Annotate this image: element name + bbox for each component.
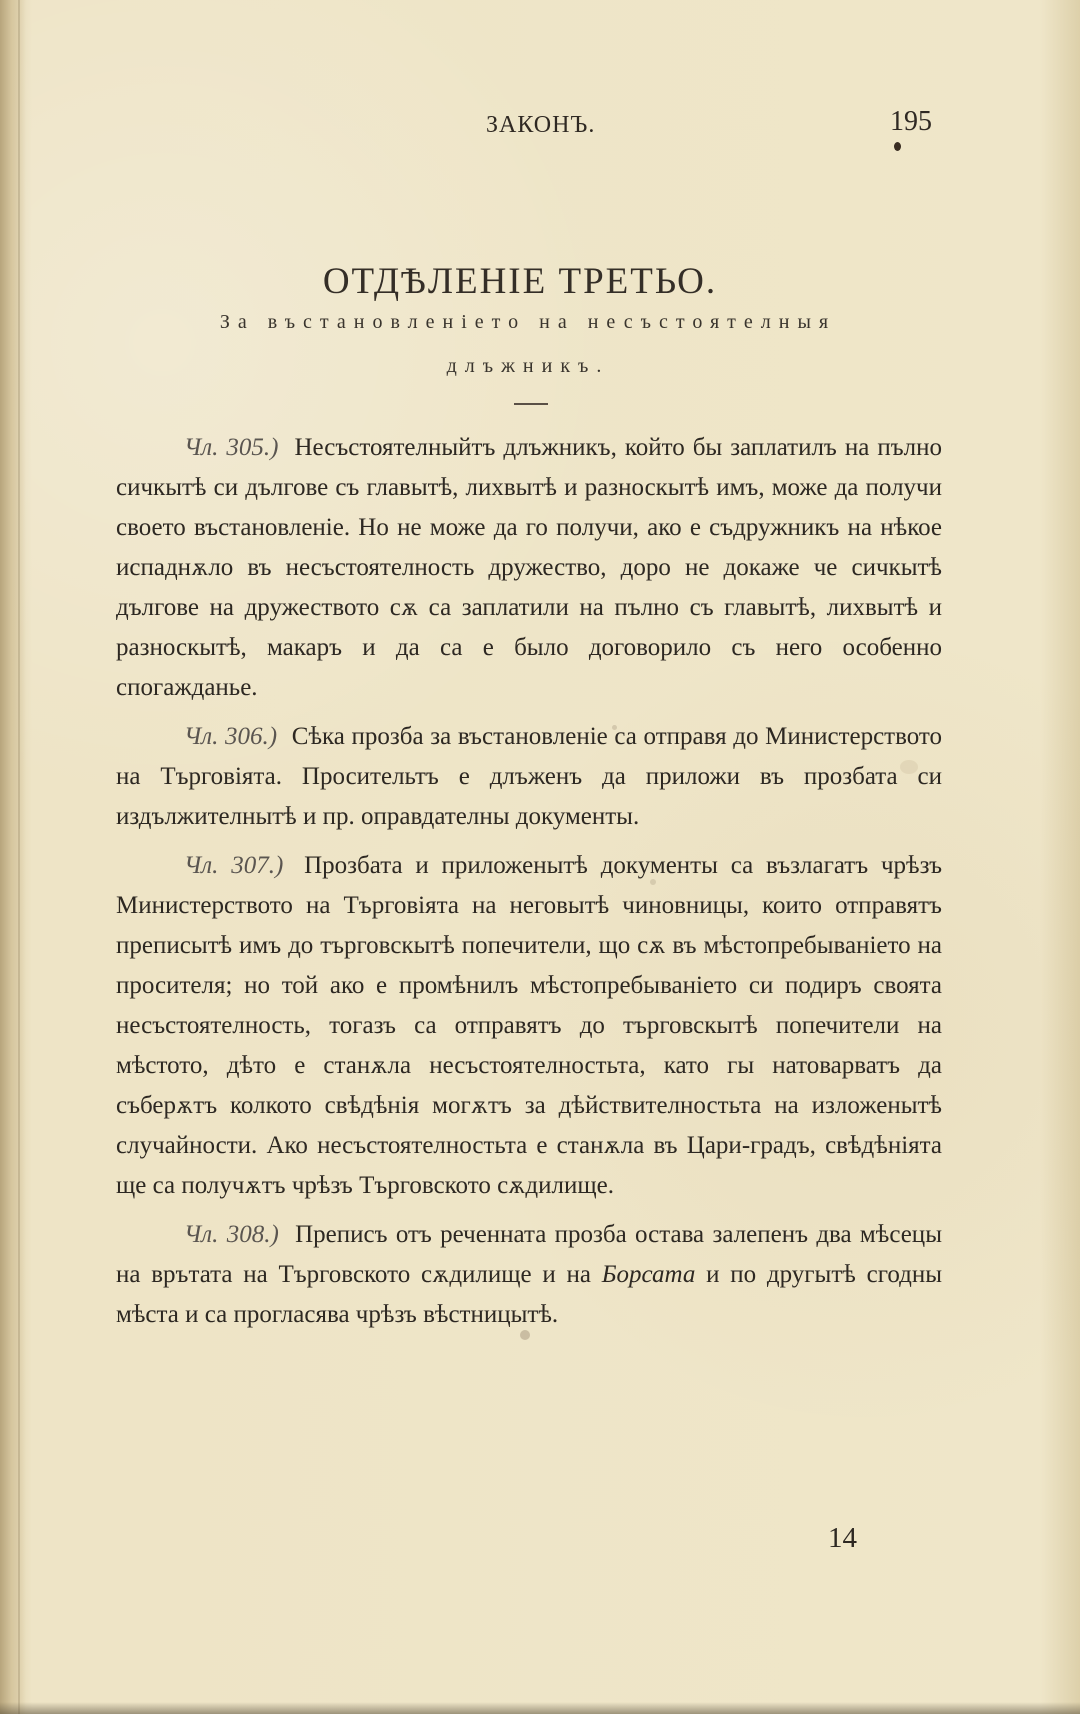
article-text: Прозбата и приложенытѣ документы са възлагатъ чрѣзъ Министерството на Търговіята на неговытѣ чиновницы, които отправятъ преписытѣ имъ до търговскытѣ попечители, що сѫ въ мѣстопребываніето на просителя; но той ако е промѣнилъ мѣстопребываніето си подиръ своята несъстоятелность, тогазъ са отправятъ до търговскытѣ попечители на мѣстото, дѣто е станѫла несъстоятелностьта, като гы натоварватъ да съберѫтъ колкото свѣдѣнія могѫтъ за дѣйствителностьта на изложенытѣ случайности. Ако несъстоятелностьта е станѫла въ Цари-градъ, свѣдѣніята ще са получѫтъ чрѣзъ Търговското сѫдилище. bbox=[116, 852, 943, 1199]
article-text-part-2: и по другытѣ сгодны мѣста и са прогласява чрѣзъ вѣстницытѣ. bbox=[116, 1261, 942, 1328]
printer-signature-mark: 14 bbox=[828, 1522, 857, 1554]
section-subtitle bbox=[118, 300, 938, 388]
article-308 bbox=[116, 1215, 942, 1335]
section-subtitle-line-1: За въстановленіето на несъстоятелныя bbox=[219, 311, 837, 333]
article-306 bbox=[116, 717, 942, 837]
ink-dot bbox=[894, 142, 901, 151]
paper-stain bbox=[612, 725, 617, 730]
page-bottom-shadow bbox=[0, 1702, 1080, 1714]
paper-stain bbox=[900, 760, 918, 774]
paper-stain bbox=[520, 1330, 530, 1340]
article-307 bbox=[116, 846, 942, 1206]
paper-stain bbox=[650, 879, 656, 885]
article-number: Чл. 308.) bbox=[184, 1221, 279, 1248]
page-left-edge bbox=[0, 0, 26, 1714]
italic-word-borsata: Борсата bbox=[601, 1261, 696, 1288]
article-text: Сѣка прозба за въстановленіе са отправя до Министерството на Търговіята. Просительтъ е длъженъ да приложи въ прозбата си издължителнытѣ и пр. оправдателны документы. bbox=[116, 723, 943, 830]
article-text: Несъстоятелныйтъ длъжникъ, който бы заплатилъ на пълно сичкытѣ си дългове съ главытѣ, лихвытѣ и разноскытѣ имъ, може да получи своето въстановленіе. Но не може да го получи, ако е съдружникъ на нѣкое испаднѫло въ несъстоятелность дружество, доро не докаже че сичкытѣ дългове на дружеството сѫ са заплатили на пълно съ главытѣ, лихвытѣ и разноскытѣ, макаръ и да са е было договорило съ него особенно спогажданье. bbox=[116, 434, 942, 701]
article-body bbox=[116, 428, 942, 1335]
section-divider bbox=[514, 403, 548, 405]
article-number: Чл. 306.) bbox=[184, 723, 278, 750]
article-number: Чл. 307.) bbox=[184, 852, 284, 879]
binding-gutter-line bbox=[18, 0, 20, 1714]
section-title: ОТДѢЛЕНІЕ ТРЕТЬО. bbox=[322, 260, 718, 302]
article-305 bbox=[116, 428, 942, 708]
article-text-part-1: Преписъ отъ реченната прозба остава залепенъ два мѣсецы на врътата на Търговското сѫдилище и на bbox=[116, 1221, 942, 1288]
running-title: ЗАКОНЪ. bbox=[486, 112, 596, 138]
page-number: 195 bbox=[890, 106, 932, 137]
section-subtitle-line-2: длъжникъ. bbox=[446, 355, 610, 377]
article-number: Чл. 305.) bbox=[184, 434, 279, 461]
